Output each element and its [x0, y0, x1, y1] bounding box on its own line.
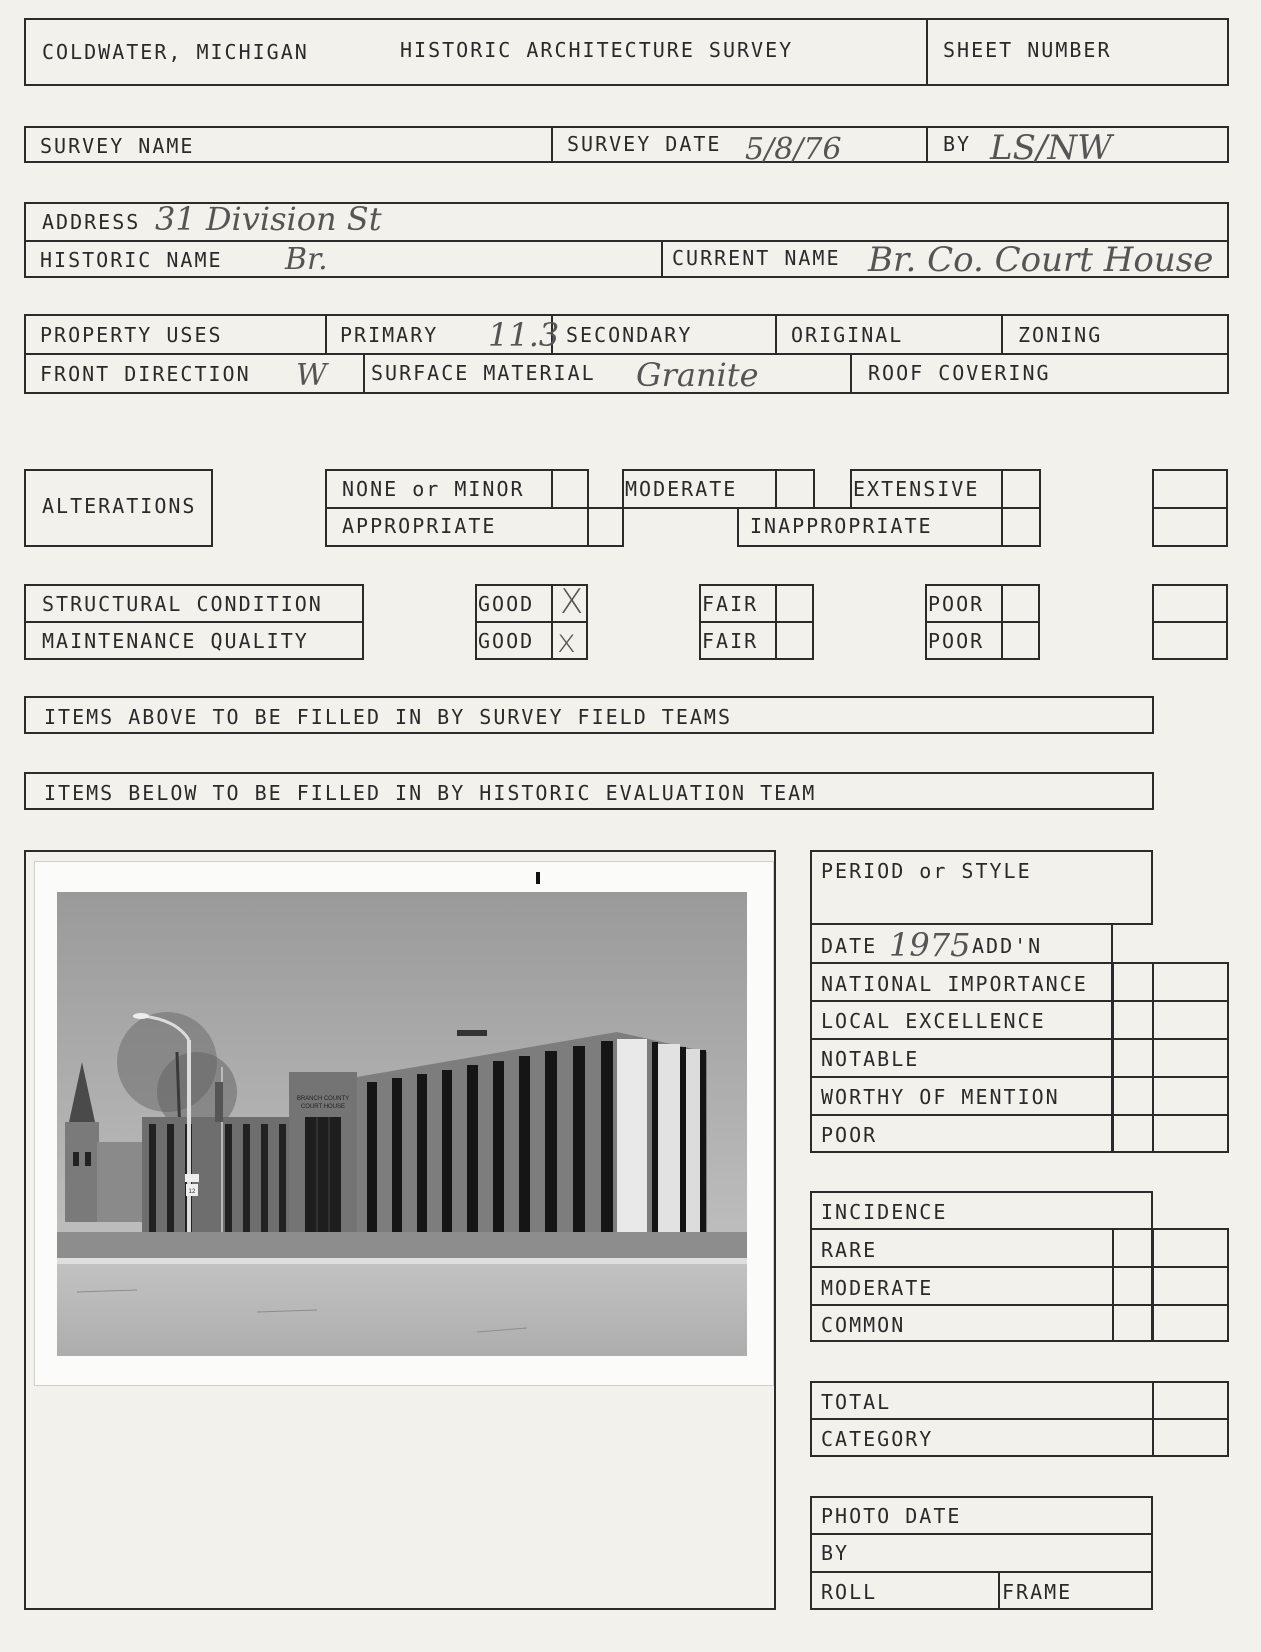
pd4	[1001, 314, 1003, 353]
local-excellence-label: LOCAL EXCELLENCE	[821, 1009, 1046, 1033]
route-number: 12	[188, 1189, 196, 1195]
date-value: 1975	[889, 926, 971, 964]
pi-h2	[810, 1571, 1153, 1573]
pi-v1	[998, 1571, 1000, 1610]
alt-hline-top3	[850, 469, 1040, 471]
photo-tick-mark	[536, 872, 540, 884]
photo-date-label: PHOTO DATE	[821, 1504, 962, 1528]
av1	[325, 469, 327, 547]
entrance	[289, 1072, 357, 1237]
items-below-note: ITEMS BELOW TO BE FILLED IN BY HISTORIC EVALUATION TEAM	[44, 781, 817, 805]
poor-eval-label: POOR	[821, 1123, 878, 1147]
evaluation-score-col	[1112, 962, 1229, 1153]
fair-hline	[699, 621, 814, 623]
inc-h2	[810, 1266, 1229, 1268]
items-above-note: ITEMS ABOVE TO BE FILLED IN BY SURVEY FIELD TEAMS	[44, 705, 733, 729]
left-wing	[142, 1117, 292, 1235]
moderate-incidence-label: MODERATE	[821, 1276, 934, 1300]
av3	[587, 469, 589, 547]
primary-label: PRIMARY	[340, 323, 439, 347]
original-label: ORIGINAL	[791, 323, 904, 347]
cond-score-hline	[1152, 621, 1228, 623]
rare-label: RARE	[821, 1238, 878, 1262]
building-photo	[57, 892, 747, 1356]
poor-vline	[1001, 584, 1003, 660]
header-divider	[926, 18, 928, 86]
poor-structural-label: POOR	[928, 592, 985, 616]
fair-structural-label: FAIR	[702, 592, 759, 616]
pd6	[850, 353, 852, 394]
total-label: TOTAL	[821, 1390, 892, 1414]
survey-name-label: SURVEY NAME	[40, 134, 195, 158]
maintenance-good-mark: x	[557, 622, 576, 660]
incidence-score-col	[1112, 1228, 1229, 1342]
address-value: 31 Division St	[155, 200, 382, 238]
none-or-minor-label: NONE or MINOR	[342, 477, 525, 501]
historic-name-value: Br.	[285, 242, 328, 277]
historic-name-label: HISTORIC NAME	[40, 248, 223, 272]
alt-hline-top1	[325, 469, 587, 471]
good-vline	[551, 584, 553, 660]
surface-material-value: Granite	[636, 356, 759, 394]
total-hline	[810, 1418, 1229, 1420]
appropriate-label: APPROPRIATE	[342, 514, 497, 538]
building-photo-mount	[34, 861, 774, 1386]
alt-score-hline	[1152, 507, 1228, 509]
frame-label: FRAME	[1002, 1580, 1073, 1604]
alterations-label: ALTERATIONS	[42, 494, 197, 518]
alt-hline-bot1	[325, 545, 623, 547]
category-label: CATEGORY	[821, 1427, 934, 1451]
incidence-label: INCIDENCE	[821, 1200, 948, 1224]
sign-line-1: BRANCH COUNTY	[296, 1096, 350, 1102]
maintenance-quality-label: MAINTENANCE QUALITY	[42, 629, 309, 653]
av7	[850, 469, 852, 507]
current-name-label: CURRENT NAME	[672, 246, 841, 270]
av9	[1001, 469, 1003, 547]
alt-hline-mid	[325, 507, 1040, 509]
photo-by-label: BY	[821, 1541, 850, 1565]
roll-label: ROLL	[821, 1580, 878, 1604]
address-label: ADDRESS	[42, 210, 141, 234]
poor-maintenance-label: POOR	[928, 629, 985, 653]
survey-date-label: SURVEY DATE	[567, 132, 722, 156]
ev-h4	[810, 1076, 1229, 1078]
av2	[551, 469, 553, 507]
good-structural-label: GOOD	[478, 592, 535, 616]
survey-by-value: LS/NW	[990, 128, 1113, 168]
survey-divider-2	[926, 126, 928, 163]
structural-condition-label: STRUCTURAL CONDITION	[42, 592, 323, 616]
pd5	[363, 353, 365, 394]
property-uses-label: PROPERTY USES	[40, 323, 223, 347]
survey-divider-1	[551, 126, 553, 163]
property-hline	[24, 353, 1229, 355]
structural-good-mark: X	[560, 582, 584, 622]
av4	[622, 469, 624, 547]
survey-date-value: 5/8/76	[745, 132, 842, 167]
av5	[775, 469, 777, 507]
current-name-value: Br. Co. Court House	[868, 240, 1214, 280]
form-title: HISTORIC ARCHITECTURE SURVEY	[400, 38, 794, 62]
inappropriate-label: INAPPROPRIATE	[750, 514, 933, 538]
roof-covering-label: ROOF COVERING	[868, 361, 1051, 385]
ev-h5	[810, 1114, 1229, 1116]
poor-hline	[925, 621, 1040, 623]
inc-h1	[810, 1228, 1229, 1230]
cond-hline	[24, 621, 364, 623]
notable-label: NOTABLE	[821, 1047, 920, 1071]
route-sign	[185, 1174, 199, 1196]
addn-label: ADD'N	[972, 934, 1043, 958]
secondary-label: SECONDARY	[566, 323, 693, 347]
city-label: COLDWATER, MICHIGAN	[42, 40, 309, 64]
common-label: COMMON	[821, 1313, 906, 1337]
inc-h3	[810, 1304, 1229, 1306]
ev-h3	[810, 1038, 1229, 1040]
date-label: DATE	[821, 934, 878, 958]
av6	[813, 469, 815, 507]
fair-vline	[775, 584, 777, 660]
sheet-number-label: SHEET NUMBER	[943, 38, 1112, 62]
front-direction-value: W	[296, 358, 327, 393]
worthy-of-mention-label: WORTHY OF MENTION	[821, 1085, 1060, 1109]
ev-h2	[810, 1000, 1229, 1002]
fair-maintenance-label: FAIR	[702, 629, 759, 653]
pd3	[775, 314, 777, 353]
ev-score-split	[1152, 962, 1154, 1153]
good-maintenance-label: GOOD	[478, 629, 535, 653]
surface-material-label: SURFACE MATERIAL	[371, 361, 596, 385]
moderate-alt-label: MODERATE	[625, 477, 738, 501]
av8	[737, 507, 739, 547]
pd1	[325, 314, 327, 353]
identity-divider	[661, 240, 663, 278]
alt-hline-bot2	[737, 545, 1040, 547]
national-importance-label: NATIONAL IMPORTANCE	[821, 972, 1088, 996]
alt-hline-top2	[622, 469, 814, 471]
survey-by-label: BY	[943, 132, 972, 156]
ev-h1	[810, 962, 1229, 964]
inc-score-split	[1152, 1228, 1154, 1342]
primary-value: 11.3	[488, 316, 560, 354]
av10	[1039, 469, 1041, 547]
pi-h1	[810, 1533, 1153, 1535]
front-direction-label: FRONT DIRECTION	[40, 362, 251, 386]
extensive-label: EXTENSIVE	[853, 477, 980, 501]
zoning-label: ZONING	[1018, 323, 1103, 347]
total-vline	[1152, 1381, 1154, 1457]
sign-line-2: COURT HOUSE	[300, 1104, 346, 1110]
period-style-label: PERIOD or STYLE	[821, 859, 1032, 883]
